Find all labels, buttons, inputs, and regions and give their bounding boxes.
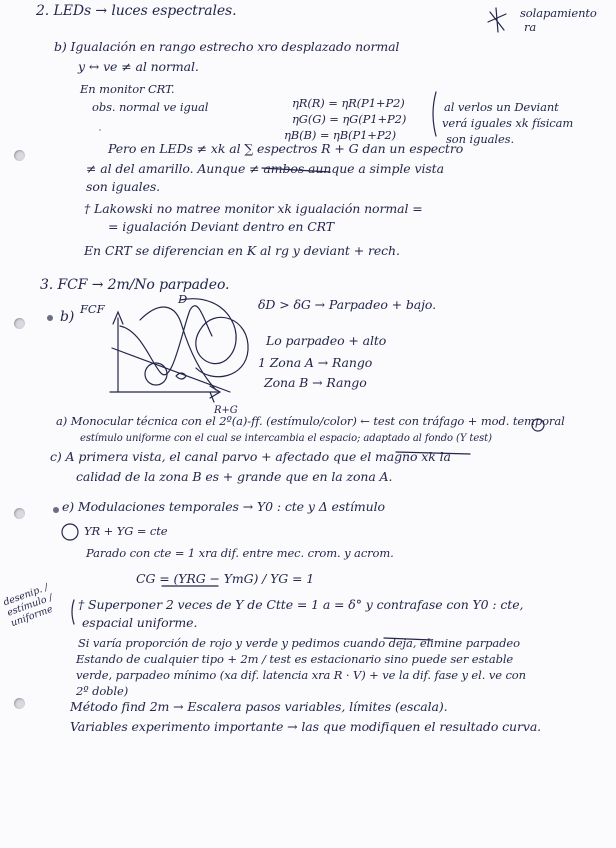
margin-annotation: desenip. / estímulo / uniforme (2, 582, 55, 630)
graph-y-label: FCF (80, 302, 105, 316)
text-line: Lo parpadeo + alto (266, 333, 387, 348)
graph-x-label: R+G (214, 405, 238, 416)
graph-x-arrow-icon (210, 386, 220, 398)
text-line: ≠ al del amarillo. Aunque ≠ ambos aunque a simple vista (86, 161, 444, 176)
diagonal-line (112, 348, 230, 392)
binding-hole-icon (14, 318, 25, 329)
text-line: espacial uniforme. (82, 615, 198, 630)
text-line: verde, parpadeo mínimo (xa dif. latencia xra R · V) + ve la dif. fase y el. ve con (76, 668, 526, 682)
section-2-title: 2. LEDs → luces espectrales. (36, 3, 237, 19)
loop-scribble (180, 299, 248, 377)
text-line: e) Modulaciones temporales → Y0 : cte y Δ estímulo (62, 499, 385, 514)
text-line: Pero en LEDs ≠ xk al ∑ espectros R + G dan un espectro (108, 141, 464, 156)
bullet-dot-icon (53, 507, 59, 513)
text-line: † Superponer 2 veces de Y de Ctte = 1 a = δ° y contrafase con Y0 : cte, (78, 597, 524, 612)
equation-g: ηG(G) = ηG(P1+P2) (292, 112, 407, 126)
bracket-icon (433, 92, 436, 136)
equation-r: ηR(R) = ηR(P1+P2) (292, 96, 405, 110)
text-line: calidad de la zona B es + grande que en la zona A. (76, 469, 393, 484)
binding-hole-icon (14, 698, 25, 709)
text-line: 1 Zona A → Rango (258, 355, 373, 370)
text-line: verá iguales xk físicam (442, 116, 574, 130)
graph-y-arrow-icon (113, 312, 123, 324)
text-line: al verlos un Deviant (444, 100, 559, 114)
spiral-binding (0, 0, 38, 848)
text-line: Variables experimento importante → las que modifiquen el resultado curva. (70, 719, 542, 734)
item-label: b) (60, 309, 75, 325)
text-line: y ↔ ve ≠ al normal. (78, 59, 199, 74)
bullet-dot-icon (47, 315, 53, 321)
section-3-title: 3. FCF → 2m/No parpadeo. (40, 277, 230, 293)
text-line: δD > δG → Parpadeo + bajo. (258, 297, 436, 312)
margin-note: ra (524, 20, 537, 34)
cross-mark-icon (488, 8, 506, 32)
equation-b: ηB(B) = ηB(P1+P2) (284, 128, 397, 142)
text-line: estímulo uniforme con el cual se intercambia el espacio; adaptado al fondo (Y test) (80, 433, 492, 444)
text-line: a) Monocular técnica con el 2º(a)-ff. (estímulo/color) ← test con tráfago + mod. temporal (56, 414, 565, 428)
text-line: Si varía proporción de rojo y verde y pedimos cuando deja, elimine parpadeo (78, 636, 520, 650)
zone-circle (145, 363, 167, 385)
text-line: En CRT se diferencian en K al rg y deviant + rech. (84, 243, 400, 258)
text-line: b) Igualación en rango estrecho xro desplazado normal (54, 39, 400, 54)
zone-b-mark (176, 373, 186, 379)
text-line: Estando de cualquier tipo + 2m / test es estacionario sino puede ser estable (76, 652, 514, 666)
binding-hole-icon (14, 150, 25, 161)
equation: YR + YG = cte (84, 524, 168, 538)
text-line: c) A primera vista, el canal parvo + afectado que el magno xk la (50, 449, 451, 464)
circled-e-icon (62, 524, 78, 540)
margin-note: solapamiento (520, 6, 597, 20)
text-line: obs. normal ve igual (92, 100, 209, 114)
fcf-curve-2 (140, 307, 216, 390)
text-line: = igualación Deviant dentro en CRT (108, 219, 334, 234)
text-line: Método find 2m → Escalera pasos variables, límites (escala). (70, 699, 448, 714)
text-line: son iguales. (446, 132, 515, 146)
text-line: 2º doble) (76, 684, 129, 698)
text-line: Zona B → Rango (264, 375, 367, 390)
text-line: † Lakowski no matree monitor xk igualación normal = (84, 201, 423, 216)
equation-cg: CG = (YRG − YmG) / YG = 1 (136, 571, 315, 586)
text-line: Parado con cte = 1 xra dif. entre mec. crom. y acrom. (86, 546, 394, 560)
text-line: En monitor CRT. (80, 82, 175, 96)
binding-hole-icon (14, 508, 25, 519)
text-line: son iguales. (86, 179, 161, 194)
fcf-curve (120, 306, 212, 375)
graph-curve-label: D (178, 292, 188, 306)
